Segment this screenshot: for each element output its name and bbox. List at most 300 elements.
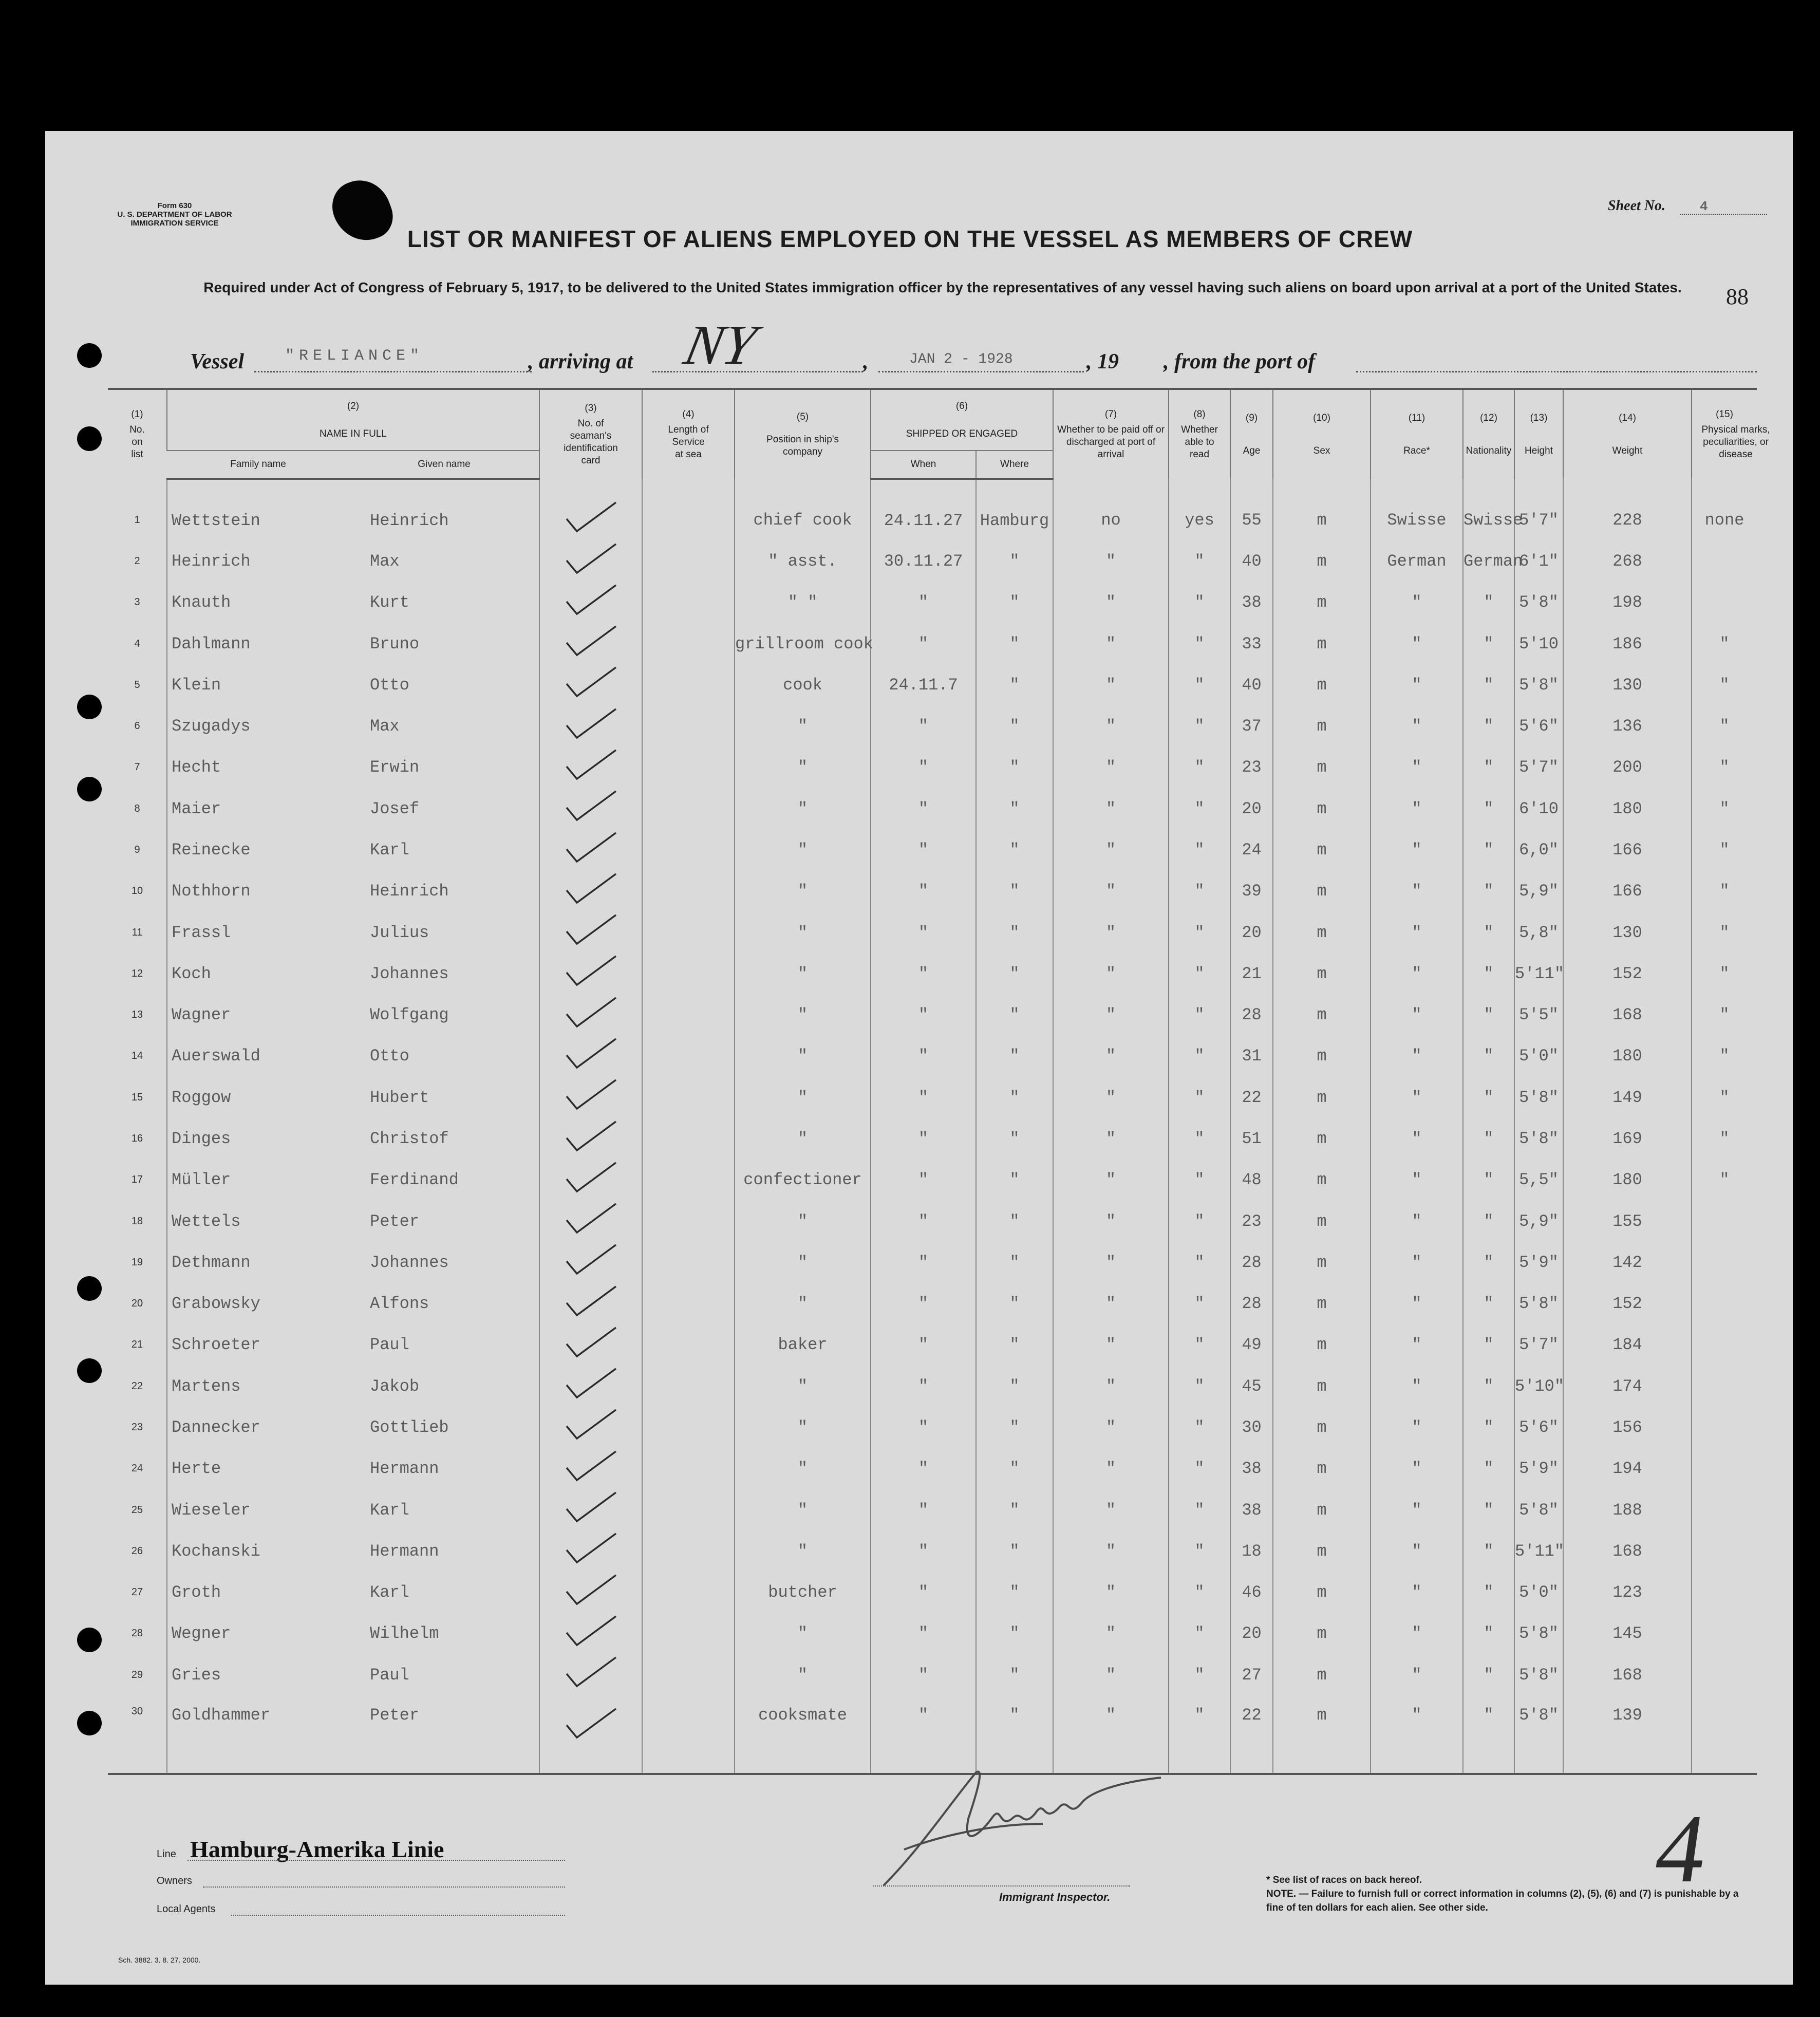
shipped-when: " bbox=[871, 582, 976, 623]
shipped-where: " bbox=[976, 995, 1053, 1036]
age: 23 bbox=[1230, 1201, 1273, 1242]
position: butcher bbox=[735, 1572, 871, 1613]
row-number: 6 bbox=[134, 720, 140, 732]
shipped-when: " bbox=[871, 1407, 976, 1448]
family-name: Wegner bbox=[167, 1613, 349, 1654]
checkmark-icon bbox=[562, 1118, 619, 1154]
service-length bbox=[642, 747, 735, 788]
service-length bbox=[642, 995, 735, 1036]
id-card-check bbox=[539, 747, 642, 788]
sex: m bbox=[1273, 1613, 1371, 1654]
shipped-where: " bbox=[976, 1201, 1053, 1242]
col-read-header bbox=[1169, 389, 1230, 479]
col-marks-header bbox=[1692, 389, 1770, 479]
shipped-where: " bbox=[976, 1366, 1053, 1407]
id-card-check bbox=[539, 1036, 642, 1077]
shipped-when: " bbox=[871, 995, 976, 1036]
shipped-where: " bbox=[976, 706, 1053, 747]
position: " bbox=[735, 1036, 871, 1077]
col-idcard-header bbox=[539, 389, 642, 479]
shipped-where: " bbox=[976, 953, 1053, 994]
shipped-where: " bbox=[976, 1160, 1053, 1201]
paid-off: " bbox=[1053, 1654, 1169, 1695]
given-name: Alfons bbox=[370, 1294, 429, 1314]
able-to-read: " bbox=[1169, 1283, 1230, 1324]
arriving-port-handwritten: NY bbox=[679, 313, 762, 376]
height: 6'1" bbox=[1514, 540, 1563, 582]
race: " bbox=[1371, 1324, 1463, 1366]
family-name: Martens bbox=[167, 1366, 349, 1407]
age: 55 bbox=[1230, 479, 1273, 540]
row-number: 1 bbox=[134, 514, 140, 526]
able-to-read: " bbox=[1169, 1407, 1230, 1448]
nationality: " bbox=[1463, 1448, 1514, 1489]
family-name: Wieseler bbox=[167, 1489, 349, 1530]
able-to-read: " bbox=[1169, 582, 1230, 623]
race: " bbox=[1371, 1572, 1463, 1613]
able-to-read: " bbox=[1169, 788, 1230, 829]
sex: m bbox=[1273, 829, 1371, 870]
service-length bbox=[642, 1242, 735, 1283]
vessel-label: Vessel bbox=[190, 350, 244, 373]
checkmark-icon bbox=[562, 1613, 619, 1649]
id-card-check bbox=[539, 623, 642, 664]
col-nationality-label: Nationality bbox=[1466, 445, 1512, 456]
position: " bbox=[735, 995, 871, 1036]
shipped-where: Hamburg bbox=[976, 479, 1053, 540]
position: " bbox=[735, 1077, 871, 1118]
row-number: 30 bbox=[108, 1695, 167, 1774]
weight: 174 bbox=[1563, 1366, 1692, 1407]
able-to-read: " bbox=[1169, 1324, 1230, 1366]
sex: m bbox=[1273, 1118, 1371, 1159]
service-length bbox=[642, 1160, 735, 1201]
from-port-label: , from the port of bbox=[1164, 350, 1316, 373]
sex: m bbox=[1273, 1489, 1371, 1530]
agents-dotted-line bbox=[231, 1915, 565, 1916]
shipped-when: " bbox=[871, 1654, 976, 1695]
service: IMMIGRATION SERVICE bbox=[130, 219, 219, 228]
col-age-num: (9) bbox=[1245, 412, 1258, 423]
physical-marks bbox=[1692, 1242, 1757, 1283]
checkmark-icon bbox=[562, 499, 619, 535]
weight: 152 bbox=[1563, 953, 1692, 994]
weight: 130 bbox=[1563, 664, 1692, 705]
checkmark-icon bbox=[562, 953, 619, 989]
position: " bbox=[735, 788, 871, 829]
nationality: " bbox=[1463, 1530, 1514, 1572]
arriving-label: , arriving at bbox=[528, 350, 633, 373]
service-length bbox=[642, 1695, 735, 1774]
table-row bbox=[108, 953, 1757, 994]
service-length bbox=[642, 1366, 735, 1407]
id-card-check bbox=[539, 1324, 642, 1366]
nationality: " bbox=[1463, 1572, 1514, 1613]
col-name-label: NAME IN FULL bbox=[320, 428, 387, 439]
owners-label: Owners bbox=[157, 1875, 192, 1887]
age: 22 bbox=[1230, 1077, 1273, 1118]
row-number: 15 bbox=[131, 1091, 143, 1103]
inspector-label: Immigrant Inspector. bbox=[999, 1891, 1111, 1903]
shipped-where: " bbox=[976, 1489, 1053, 1530]
date-dotted-line bbox=[878, 371, 1084, 372]
given-name: Heinrich bbox=[370, 511, 449, 530]
service-length bbox=[642, 1283, 735, 1324]
age: 20 bbox=[1230, 912, 1273, 953]
nationality: " bbox=[1463, 1160, 1514, 1201]
checkmark-icon bbox=[562, 1572, 619, 1608]
checkmark-icon bbox=[562, 1160, 619, 1196]
position: confectioner bbox=[735, 1160, 871, 1201]
col-no-header bbox=[108, 389, 167, 479]
paid-off: " bbox=[1053, 1283, 1169, 1324]
family-name: Dinges bbox=[167, 1118, 349, 1159]
shipped-when: " bbox=[871, 1118, 976, 1159]
col-idcard-num: (3) bbox=[585, 402, 597, 414]
col-marks-label: Physical marks, peculiarities, or disease bbox=[1701, 424, 1770, 460]
col-sex-num: (10) bbox=[1313, 412, 1330, 423]
checkmark-icon bbox=[562, 1489, 619, 1525]
nationality: " bbox=[1463, 747, 1514, 788]
col-race-label: Race* bbox=[1403, 445, 1430, 456]
age: 22 bbox=[1230, 1695, 1273, 1774]
paid-off: " bbox=[1053, 1613, 1169, 1654]
stamp-number: 88 bbox=[1726, 284, 1749, 309]
position: baker bbox=[735, 1324, 871, 1366]
able-to-read: " bbox=[1169, 1201, 1230, 1242]
shipped-when: " bbox=[871, 829, 976, 870]
checkmark-icon bbox=[562, 1324, 619, 1360]
checkmark-icon bbox=[562, 871, 619, 907]
race: " bbox=[1371, 747, 1463, 788]
age: 18 bbox=[1230, 1530, 1273, 1572]
weight: 268 bbox=[1563, 540, 1692, 582]
weight: 152 bbox=[1563, 1283, 1692, 1324]
race: " bbox=[1371, 706, 1463, 747]
shipped-when: " bbox=[871, 747, 976, 788]
id-card-check bbox=[539, 1201, 642, 1242]
sex: m bbox=[1273, 664, 1371, 705]
age: 30 bbox=[1230, 1407, 1273, 1448]
sex: m bbox=[1273, 1407, 1371, 1448]
nationality: " bbox=[1463, 788, 1514, 829]
shipped-where: " bbox=[976, 1572, 1053, 1613]
weight: 156 bbox=[1563, 1407, 1692, 1448]
row-number: 4 bbox=[134, 638, 140, 649]
paid-off: " bbox=[1053, 953, 1169, 994]
punch-hole bbox=[77, 695, 102, 719]
shipped-when: 24.11.27 bbox=[871, 479, 976, 540]
paid-off: " bbox=[1053, 1324, 1169, 1366]
id-card-check bbox=[539, 912, 642, 953]
position: " bbox=[735, 706, 871, 747]
sex: m bbox=[1273, 479, 1371, 540]
able-to-read: " bbox=[1169, 1242, 1230, 1283]
paid-off: " bbox=[1053, 995, 1169, 1036]
family-name: Szugadys bbox=[167, 706, 349, 747]
position: " bbox=[735, 1242, 871, 1283]
weight: 169 bbox=[1563, 1118, 1692, 1159]
able-to-read: " bbox=[1169, 1118, 1230, 1159]
service-length bbox=[642, 479, 735, 540]
race: " bbox=[1371, 1654, 1463, 1695]
nationality: " bbox=[1463, 1654, 1514, 1695]
age: 45 bbox=[1230, 1366, 1273, 1407]
race: " bbox=[1371, 1448, 1463, 1489]
given-name: Heinrich bbox=[370, 882, 449, 901]
able-to-read: " bbox=[1169, 1077, 1230, 1118]
physical-marks: " bbox=[1692, 953, 1757, 994]
checkmark-icon bbox=[562, 1448, 619, 1484]
weight: 166 bbox=[1563, 871, 1692, 912]
row-number: 22 bbox=[131, 1380, 143, 1392]
nationality: " bbox=[1463, 1036, 1514, 1077]
service-length bbox=[642, 540, 735, 582]
sex: m bbox=[1273, 540, 1371, 582]
age: 33 bbox=[1230, 623, 1273, 664]
shipped-when: " bbox=[871, 788, 976, 829]
height: 5'8" bbox=[1514, 1118, 1563, 1159]
table-row bbox=[108, 747, 1757, 788]
age: 24 bbox=[1230, 829, 1273, 870]
paid-off: " bbox=[1053, 747, 1169, 788]
physical-marks: " bbox=[1692, 829, 1757, 870]
shipped-where: " bbox=[976, 788, 1053, 829]
line-dotted-line bbox=[187, 1860, 565, 1861]
paid-off: " bbox=[1053, 582, 1169, 623]
checkmark-icon bbox=[562, 1283, 619, 1319]
nationality: Swisse bbox=[1463, 479, 1514, 540]
table-row bbox=[108, 1407, 1757, 1448]
table-row bbox=[108, 1036, 1757, 1077]
race: German bbox=[1371, 540, 1463, 582]
line-name: Hamburg-Amerika Linie bbox=[190, 1836, 444, 1862]
weight: 149 bbox=[1563, 1077, 1692, 1118]
service-length bbox=[642, 1118, 735, 1159]
sex: m bbox=[1273, 1366, 1371, 1407]
checkmark-icon bbox=[562, 623, 619, 659]
checkmark-icon bbox=[562, 1036, 619, 1072]
row-number: 25 bbox=[131, 1504, 143, 1516]
race: " bbox=[1371, 1530, 1463, 1572]
table-row bbox=[108, 1160, 1757, 1201]
able-to-read: " bbox=[1169, 995, 1230, 1036]
height: 5'8" bbox=[1514, 664, 1563, 705]
col-age-label: Age bbox=[1243, 445, 1261, 456]
id-card-check bbox=[539, 1283, 642, 1324]
physical-marks: " bbox=[1692, 871, 1757, 912]
weight: 228 bbox=[1563, 479, 1692, 540]
shipped-when: " bbox=[871, 706, 976, 747]
service-length bbox=[642, 788, 735, 829]
id-card-check bbox=[539, 1118, 642, 1159]
nationality: " bbox=[1463, 706, 1514, 747]
paid-off: " bbox=[1053, 1201, 1169, 1242]
sex: m bbox=[1273, 623, 1371, 664]
physical-marks bbox=[1692, 1448, 1757, 1489]
height: 5'8" bbox=[1514, 582, 1563, 623]
shipped-where: " bbox=[976, 871, 1053, 912]
given-name: Johannes bbox=[370, 964, 449, 983]
age: 28 bbox=[1230, 995, 1273, 1036]
physical-marks: " bbox=[1692, 1160, 1757, 1201]
schedule-code: Sch. 3882. 3. 8. 27. 2000. bbox=[118, 1956, 201, 1964]
row-number: 13 bbox=[131, 1009, 143, 1021]
family-name: Schroeter bbox=[167, 1324, 349, 1366]
shipped-where: " bbox=[976, 1695, 1053, 1774]
service-length bbox=[642, 623, 735, 664]
weight: 188 bbox=[1563, 1489, 1692, 1530]
shipped-when: " bbox=[871, 912, 976, 953]
weight: 180 bbox=[1563, 1160, 1692, 1201]
table-row bbox=[108, 912, 1757, 953]
table-row bbox=[108, 995, 1757, 1036]
able-to-read: " bbox=[1169, 1530, 1230, 1572]
col-where-header: Where bbox=[976, 451, 1053, 479]
checkmark-icon bbox=[562, 1407, 619, 1443]
weight: 198 bbox=[1563, 582, 1692, 623]
row-number: 26 bbox=[131, 1545, 143, 1557]
weight: 123 bbox=[1563, 1572, 1692, 1613]
able-to-read: " bbox=[1169, 912, 1230, 953]
id-card-check bbox=[539, 582, 642, 623]
age: 38 bbox=[1230, 1448, 1273, 1489]
col-nationality-header bbox=[1463, 389, 1514, 479]
age: 39 bbox=[1230, 871, 1273, 912]
position: " bbox=[735, 912, 871, 953]
physical-marks bbox=[1692, 1366, 1757, 1407]
nationality: " bbox=[1463, 623, 1514, 664]
shipped-where: " bbox=[976, 912, 1053, 953]
service-length bbox=[642, 912, 735, 953]
id-card-check bbox=[539, 1448, 642, 1489]
height: 5'10 bbox=[1514, 623, 1563, 664]
crew-manifest-table bbox=[108, 388, 1770, 1775]
sex: m bbox=[1273, 1654, 1371, 1695]
position: " asst. bbox=[735, 540, 871, 582]
physical-marks bbox=[1692, 1530, 1757, 1572]
nationality: " bbox=[1463, 953, 1514, 994]
id-card-check bbox=[539, 1695, 642, 1774]
physical-marks bbox=[1692, 582, 1757, 623]
row-number: 11 bbox=[132, 926, 143, 938]
shipped-where: " bbox=[976, 1407, 1053, 1448]
col-read-num: (8) bbox=[1193, 408, 1206, 420]
given-name: Hubert bbox=[370, 1088, 429, 1107]
age: 28 bbox=[1230, 1242, 1273, 1283]
given-name: Erwin bbox=[370, 758, 420, 777]
paid-off: " bbox=[1053, 912, 1169, 953]
physical-marks bbox=[1692, 1654, 1757, 1695]
paid-off: " bbox=[1053, 1448, 1169, 1489]
family-name: Wettstein bbox=[167, 479, 349, 540]
sex: m bbox=[1273, 1448, 1371, 1489]
form-reference bbox=[98, 201, 252, 228]
col-height-header bbox=[1514, 389, 1563, 479]
physical-marks: " bbox=[1692, 664, 1757, 705]
table-row bbox=[108, 1613, 1757, 1654]
punch-hole bbox=[77, 1358, 102, 1383]
service-length bbox=[642, 1654, 735, 1695]
able-to-read: " bbox=[1169, 540, 1230, 582]
sex: m bbox=[1273, 1324, 1371, 1366]
physical-marks: none bbox=[1692, 479, 1757, 540]
physical-marks bbox=[1692, 1201, 1757, 1242]
row-number: 2 bbox=[134, 555, 140, 567]
height: 5'7" bbox=[1514, 1324, 1563, 1366]
given-name: Max bbox=[370, 552, 400, 571]
col-name-header bbox=[167, 389, 539, 451]
nationality: " bbox=[1463, 829, 1514, 870]
id-card-check bbox=[539, 1366, 642, 1407]
paid-off: " bbox=[1053, 623, 1169, 664]
physical-marks bbox=[1692, 1489, 1757, 1530]
id-card-check bbox=[539, 1613, 642, 1654]
row-number: 14 bbox=[131, 1050, 143, 1062]
height: 5'8" bbox=[1514, 1695, 1563, 1774]
shipped-where: " bbox=[976, 623, 1053, 664]
given-name: Karl bbox=[370, 841, 409, 860]
table-row bbox=[108, 1118, 1757, 1159]
shipped-where: " bbox=[976, 582, 1053, 623]
position: chief cook bbox=[735, 479, 871, 540]
row-number: 7 bbox=[134, 761, 140, 773]
nationality: " bbox=[1463, 1283, 1514, 1324]
family-name: Roggow bbox=[167, 1077, 349, 1118]
checkmark-icon bbox=[562, 664, 619, 700]
sex: m bbox=[1273, 582, 1371, 623]
physical-marks: " bbox=[1692, 706, 1757, 747]
weight: 180 bbox=[1563, 788, 1692, 829]
row-number: 28 bbox=[131, 1628, 143, 1639]
age: 37 bbox=[1230, 706, 1273, 747]
service-length bbox=[642, 1201, 735, 1242]
col-when-header: When bbox=[871, 451, 976, 479]
form-number: Form 630 bbox=[157, 201, 192, 210]
race: " bbox=[1371, 1201, 1463, 1242]
row-number: 17 bbox=[131, 1174, 143, 1186]
race: " bbox=[1371, 912, 1463, 953]
age: 40 bbox=[1230, 540, 1273, 582]
col-sex-header bbox=[1273, 389, 1371, 479]
race: " bbox=[1371, 1160, 1463, 1201]
nationality: " bbox=[1463, 1366, 1514, 1407]
sex: m bbox=[1273, 1283, 1371, 1324]
able-to-read: " bbox=[1169, 623, 1230, 664]
height: 5'6" bbox=[1514, 706, 1563, 747]
physical-marks bbox=[1692, 1695, 1757, 1774]
row-number: 19 bbox=[131, 1256, 143, 1268]
table-row bbox=[108, 1077, 1757, 1118]
race: " bbox=[1371, 582, 1463, 623]
position: " bbox=[735, 1448, 871, 1489]
service-length bbox=[642, 1613, 735, 1654]
id-card-check bbox=[539, 1160, 642, 1201]
service-length bbox=[642, 664, 735, 705]
age: 20 bbox=[1230, 788, 1273, 829]
checkmark-icon bbox=[562, 706, 619, 742]
shipped-when: " bbox=[871, 1695, 976, 1774]
sex: m bbox=[1273, 1036, 1371, 1077]
age: 48 bbox=[1230, 1160, 1273, 1201]
id-card-check bbox=[539, 1407, 642, 1448]
punch-hole bbox=[77, 1628, 102, 1652]
family-name: Hecht bbox=[167, 747, 349, 788]
nationality: " bbox=[1463, 1613, 1514, 1654]
handwritten-page-number: 4 bbox=[1649, 1795, 1713, 1903]
weight: 194 bbox=[1563, 1448, 1692, 1489]
col-height-num: (13) bbox=[1530, 412, 1548, 423]
